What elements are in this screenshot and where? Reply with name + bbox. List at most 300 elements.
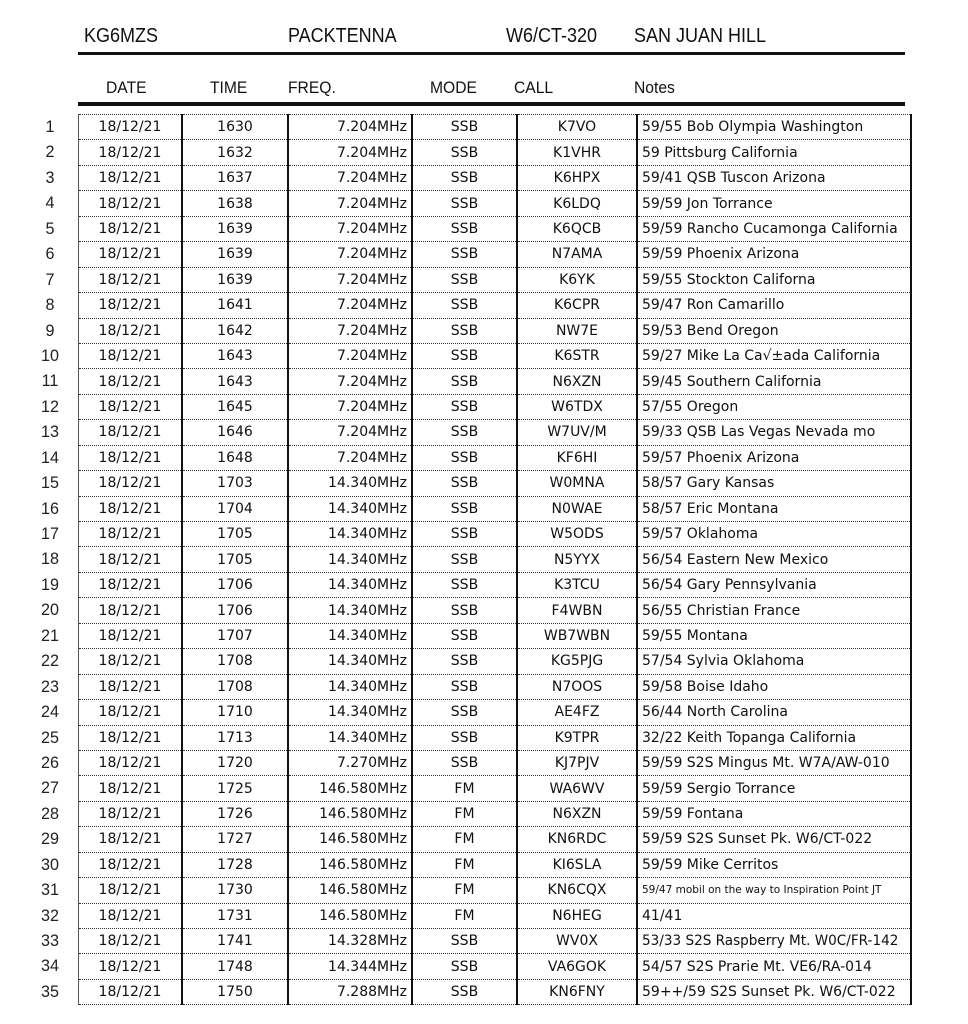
cell-call: K3TCU: [517, 572, 637, 597]
cell-notes: [637, 445, 911, 470]
notes-text: 56/54 Gary Pennsylvania: [642, 577, 817, 594]
notes-text: 59/55 Montana: [642, 627, 748, 644]
table-row: [79, 343, 912, 368]
cell-call: K6QCB: [517, 216, 637, 241]
cell-freq: 14.344MHz: [288, 954, 412, 979]
row-number: 10: [41, 345, 59, 365]
table-row: [79, 522, 912, 547]
notes-text: 59/55 Stockton Californa: [642, 271, 816, 288]
cell-notes: [637, 801, 911, 826]
antenna-name: PACKTENNA: [288, 25, 397, 47]
notes-text: 59/59 Rancho Cucamonga California: [642, 220, 898, 237]
cell-notes: [637, 725, 911, 750]
row-number: 27: [41, 778, 59, 798]
cell-date: 18/12/21: [79, 115, 183, 140]
row-number: 22: [41, 651, 59, 671]
cell-date: 18/12/21: [79, 191, 183, 216]
table-row: [79, 242, 912, 267]
cell-mode: SSB: [412, 674, 517, 699]
row-number: 7: [45, 269, 55, 289]
cell-freq: 7.204MHz: [288, 242, 412, 267]
cell-date: 18/12/21: [79, 649, 183, 674]
table-row: [79, 394, 912, 419]
notes-text: 59/59 Jon Torrance: [642, 195, 773, 212]
table-row: [79, 496, 912, 521]
cell-freq: 146.580MHz: [288, 852, 412, 877]
cell-mode: FM: [412, 878, 517, 903]
cell-notes: [637, 420, 911, 445]
row-number: 35: [41, 981, 59, 1001]
cell-notes: [637, 140, 911, 165]
table-row: [79, 267, 912, 292]
cell-date: 18/12/21: [79, 445, 183, 470]
table-row: [79, 674, 912, 699]
cell-time: 1705: [182, 547, 288, 572]
table-row: [79, 776, 912, 801]
cell-date: 18/12/21: [79, 827, 183, 852]
notes-text: 59/41 QSB Tuscon Arizona: [642, 170, 826, 187]
cell-notes: [637, 394, 911, 419]
cell-date: 18/12/21: [79, 369, 183, 394]
row-number: 34: [41, 956, 59, 976]
cell-notes: [637, 496, 911, 521]
cell-date: 18/12/21: [79, 394, 183, 419]
row-number: 16: [41, 498, 59, 518]
cell-date: 18/12/21: [79, 929, 183, 954]
table-row: [79, 700, 912, 725]
cell-call: K6STR: [517, 343, 637, 368]
cell-date: 18/12/21: [79, 293, 183, 318]
row-number: 29: [41, 829, 59, 849]
table-row: [79, 903, 912, 928]
cell-mode: SSB: [412, 750, 517, 775]
row-number: 4: [45, 193, 55, 213]
cell-time: 1705: [182, 522, 288, 547]
cell-notes: [637, 598, 911, 623]
notes-text: 59/53 Bend Oregon: [642, 322, 779, 339]
cell-mode: SSB: [412, 496, 517, 521]
row-number: 15: [41, 473, 59, 493]
notes-text: 59++/59 S2S Sunset Pk. W6/CT-022: [642, 984, 896, 1001]
cell-call: K1VHR: [517, 140, 637, 165]
header-divider: [78, 52, 905, 55]
notes-text: 56/54 Eastern New Mexico: [642, 551, 829, 568]
table-row: [79, 852, 912, 877]
cell-freq: 7.204MHz: [288, 369, 412, 394]
cell-time: 1645: [182, 394, 288, 419]
row-number: 12: [41, 396, 59, 416]
cell-notes: [637, 878, 911, 903]
table-row: [79, 649, 912, 674]
cell-freq: 146.580MHz: [288, 776, 412, 801]
notes-text: 59/47 Ron Camarillo: [642, 297, 785, 314]
cell-freq: 7.204MHz: [288, 267, 412, 292]
notes-text: 58/57 Gary Kansas: [642, 475, 775, 492]
cell-notes: [637, 216, 911, 241]
cell-date: 18/12/21: [79, 700, 183, 725]
cell-mode: SSB: [412, 700, 517, 725]
cell-notes: [637, 750, 911, 775]
cell-notes: [637, 954, 911, 979]
cell-time: 1639: [182, 242, 288, 267]
notes-text: 59/59 Mike Cerritos: [642, 856, 779, 873]
cell-notes: [637, 649, 911, 674]
cell-notes: [637, 979, 911, 1004]
cell-call: N0WAE: [517, 496, 637, 521]
notes-text: 58/57 Eric Montana: [642, 500, 779, 517]
cell-time: 1726: [182, 801, 288, 826]
table-row: [79, 725, 912, 750]
cell-mode: FM: [412, 827, 517, 852]
cell-date: 18/12/21: [79, 750, 183, 775]
cell-mode: SSB: [412, 522, 517, 547]
cell-mode: SSB: [412, 547, 517, 572]
cell-mode: SSB: [412, 623, 517, 648]
cell-time: 1730: [182, 878, 288, 903]
row-number: 11: [41, 371, 59, 391]
operator-callsign: KG6MZS: [84, 25, 159, 47]
cell-freq: 7.204MHz: [288, 420, 412, 445]
cell-mode: SSB: [412, 929, 517, 954]
cell-mode: FM: [412, 776, 517, 801]
cell-call: N5YYX: [517, 547, 637, 572]
cell-notes: [637, 700, 911, 725]
row-number: 1: [45, 117, 55, 136]
cell-notes: [637, 191, 911, 216]
cell-call: W7UV/M: [517, 420, 637, 445]
cell-call: W5ODS: [517, 522, 637, 547]
cell-date: 18/12/21: [79, 852, 183, 877]
cell-freq: 7.288MHz: [288, 979, 412, 1004]
cell-time: 1727: [182, 827, 288, 852]
cell-time: 1725: [182, 776, 288, 801]
cell-call: K6HPX: [517, 165, 637, 190]
notes-text: 59/57 Oklahoma: [642, 526, 759, 543]
cell-time: 1637: [182, 165, 288, 190]
cell-time: 1704: [182, 496, 288, 521]
cell-notes: [637, 115, 911, 140]
cell-freq: 14.340MHz: [288, 471, 412, 496]
cell-mode: SSB: [412, 267, 517, 292]
notes-text: 59/58 Boise Idaho: [642, 678, 769, 695]
cell-freq: 14.340MHz: [288, 674, 412, 699]
row-number: 25: [41, 727, 59, 747]
summit-reference: W6/CT-320: [506, 25, 598, 47]
cell-date: 18/12/21: [79, 903, 183, 928]
cell-freq: 14.340MHz: [288, 700, 412, 725]
table-row: [79, 623, 912, 648]
cell-time: 1632: [182, 140, 288, 165]
table-row: [79, 216, 912, 241]
cell-call: K6YK: [517, 267, 637, 292]
notes-text: 59/57 Phoenix Arizona: [642, 449, 800, 466]
cell-call: N6HEG: [517, 903, 637, 928]
row-number: 13: [41, 422, 59, 442]
cell-freq: 14.328MHz: [288, 929, 412, 954]
col-time: TIME: [210, 78, 248, 97]
table-row: [79, 420, 912, 445]
notes-text: 57/54 Sylvia Oklahoma: [642, 653, 805, 670]
cell-date: 18/12/21: [79, 165, 183, 190]
cell-date: 18/12/21: [79, 522, 183, 547]
cell-mode: SSB: [412, 979, 517, 1004]
cell-time: 1713: [182, 725, 288, 750]
cell-mode: SSB: [412, 598, 517, 623]
table-row: [79, 979, 912, 1004]
cell-date: 18/12/21: [79, 420, 183, 445]
row-number: 17: [41, 524, 59, 543]
column-headers: [78, 78, 905, 102]
table-row: [79, 115, 912, 140]
notes-text: 53/33 S2S Raspberry Mt. W0C/FR-142: [642, 933, 899, 950]
cell-mode: SSB: [412, 725, 517, 750]
cell-call: K7VO: [517, 115, 637, 140]
cell-time: 1731: [182, 903, 288, 928]
cell-date: 18/12/21: [79, 954, 183, 979]
cell-freq: 7.204MHz: [288, 343, 412, 368]
notes-text: 32/22 Keith Topanga California: [642, 729, 857, 746]
cell-time: 1748: [182, 954, 288, 979]
cell-mode: SSB: [412, 343, 517, 368]
row-number: 30: [41, 854, 59, 874]
cell-freq: 7.204MHz: [288, 115, 412, 140]
cell-date: 18/12/21: [79, 140, 183, 165]
notes-text: 41/41: [642, 907, 683, 924]
cell-time: 1706: [182, 598, 288, 623]
cell-time: 1643: [182, 343, 288, 368]
cell-freq: 7.204MHz: [288, 445, 412, 470]
cell-freq: 146.580MHz: [288, 878, 412, 903]
row-number: 24: [41, 702, 59, 722]
cell-call: KN6FNY: [517, 979, 637, 1004]
cell-date: 18/12/21: [79, 547, 183, 572]
cell-mode: SSB: [412, 293, 517, 318]
col-freq: FREQ.: [288, 78, 336, 97]
row-number: 6: [45, 244, 55, 264]
cell-time: 1703: [182, 471, 288, 496]
cell-date: 18/12/21: [79, 776, 183, 801]
notes-text: 56/44 North Carolina: [642, 704, 789, 721]
cell-time: 1639: [182, 216, 288, 241]
cell-call: K9TPR: [517, 725, 637, 750]
cell-mode: FM: [412, 801, 517, 826]
log-header: [78, 22, 905, 52]
col-call: CALL: [514, 78, 554, 97]
table-row: [79, 318, 912, 343]
cell-time: 1648: [182, 445, 288, 470]
cell-call: W6TDX: [517, 394, 637, 419]
cell-freq: 7.204MHz: [288, 140, 412, 165]
row-number: 9: [45, 320, 55, 340]
cell-time: 1639: [182, 267, 288, 292]
cell-freq: 14.340MHz: [288, 496, 412, 521]
cell-date: 18/12/21: [79, 318, 183, 343]
cell-notes: [637, 623, 911, 648]
table-row: [79, 954, 912, 979]
row-number: 14: [41, 447, 59, 467]
cell-date: 18/12/21: [79, 725, 183, 750]
row-number: 2: [45, 142, 55, 162]
cell-call: WB7WBN: [517, 623, 637, 648]
cell-mode: SSB: [412, 242, 517, 267]
cell-time: 1706: [182, 572, 288, 597]
table-row: [79, 471, 912, 496]
cell-time: 1720: [182, 750, 288, 775]
table-row: [79, 878, 912, 903]
cell-freq: 7.204MHz: [288, 394, 412, 419]
cell-notes: [637, 674, 911, 699]
row-number: 23: [41, 676, 59, 696]
row-number: 20: [41, 600, 59, 620]
cell-freq: 7.204MHz: [288, 216, 412, 241]
cell-mode: FM: [412, 903, 517, 928]
table-row: [79, 445, 912, 470]
cell-mode: SSB: [412, 649, 517, 674]
cell-time: 1710: [182, 700, 288, 725]
cell-call: AE4FZ: [517, 700, 637, 725]
table-row: [79, 750, 912, 775]
cell-freq: 146.580MHz: [288, 827, 412, 852]
cell-mode: SSB: [412, 140, 517, 165]
notes-text: 59/59 Phoenix Arizona: [642, 246, 800, 263]
cell-call: N7OOS: [517, 674, 637, 699]
cell-call: W0MNA: [517, 471, 637, 496]
cell-notes: [637, 776, 911, 801]
cell-freq: 7.204MHz: [288, 191, 412, 216]
cell-notes: [637, 343, 911, 368]
table-row: [79, 598, 912, 623]
cell-mode: SSB: [412, 420, 517, 445]
cell-notes: [637, 293, 911, 318]
table-row: [79, 191, 912, 216]
cell-notes: [637, 929, 911, 954]
cell-freq: 14.340MHz: [288, 725, 412, 750]
cell-time: 1630: [182, 115, 288, 140]
cell-call: KN6RDC: [517, 827, 637, 852]
cell-call: WA6WV: [517, 776, 637, 801]
cell-date: 18/12/21: [79, 471, 183, 496]
notes-text: 59/59 Sergio Torrance: [642, 780, 796, 797]
cell-notes: [637, 827, 911, 852]
row-number: 28: [41, 803, 59, 823]
cell-notes: [637, 547, 911, 572]
cell-mode: SSB: [412, 216, 517, 241]
cell-date: 18/12/21: [79, 216, 183, 241]
row-number: 32: [41, 905, 59, 925]
table-row: [79, 929, 912, 954]
table-row: [79, 547, 912, 572]
cell-freq: 14.340MHz: [288, 649, 412, 674]
cell-mode: SSB: [412, 471, 517, 496]
notes-text: 59/47 mobil on the way to Inspiration Point JT: [642, 884, 882, 897]
cell-notes: [637, 318, 911, 343]
cell-freq: 14.340MHz: [288, 547, 412, 572]
table-row: [79, 827, 912, 852]
notes-text: 59/59 S2S Sunset Pk. W6/CT-022: [642, 831, 873, 848]
column-header-divider: [78, 102, 905, 106]
row-number: 8: [45, 295, 55, 315]
cell-notes: [637, 267, 911, 292]
cell-mode: SSB: [412, 394, 517, 419]
cell-freq: 14.340MHz: [288, 522, 412, 547]
row-number: 31: [41, 880, 59, 900]
cell-date: 18/12/21: [79, 674, 183, 699]
summit-name: SAN JUAN HILL: [634, 25, 767, 47]
cell-time: 1707: [182, 623, 288, 648]
cell-call: VA6GOK: [517, 954, 637, 979]
table-row: [79, 293, 912, 318]
cell-call: NW7E: [517, 318, 637, 343]
table-row: [79, 572, 912, 597]
cell-freq: 14.340MHz: [288, 623, 412, 648]
cell-time: 1641: [182, 293, 288, 318]
row-number: 26: [41, 752, 59, 772]
notes-text: 56/55 Christian France: [642, 602, 801, 619]
cell-date: 18/12/21: [79, 979, 183, 1004]
notes-text: 59/33 QSB Las Vegas Nevada mo: [642, 424, 876, 441]
notes-text: 59 Pittsburg California: [642, 144, 798, 161]
notes-text: 59/27 Mike La Ca√±ada California: [642, 348, 881, 365]
cell-call: K6CPR: [517, 293, 637, 318]
cell-freq: 7.204MHz: [288, 318, 412, 343]
contact-log-table: [78, 114, 912, 1005]
cell-mode: SSB: [412, 445, 517, 470]
cell-date: 18/12/21: [79, 267, 183, 292]
cell-call: N7AMA: [517, 242, 637, 267]
cell-call: KG5PJG: [517, 649, 637, 674]
cell-call: KF6HI: [517, 445, 637, 470]
cell-time: 1708: [182, 649, 288, 674]
cell-time: 1741: [182, 929, 288, 954]
cell-call: F4WBN: [517, 598, 637, 623]
row-number: 19: [41, 574, 59, 594]
cell-time: 1646: [182, 420, 288, 445]
cell-mode: SSB: [412, 165, 517, 190]
col-date: DATE: [106, 78, 147, 97]
cell-mode: SSB: [412, 369, 517, 394]
cell-freq: 7.204MHz: [288, 293, 412, 318]
cell-call: N6XZN: [517, 801, 637, 826]
row-number: 3: [45, 167, 55, 187]
cell-date: 18/12/21: [79, 572, 183, 597]
cell-notes: [637, 852, 911, 877]
cell-time: 1638: [182, 191, 288, 216]
cell-date: 18/12/21: [79, 496, 183, 521]
cell-freq: 7.270MHz: [288, 750, 412, 775]
cell-call: KI6SLA: [517, 852, 637, 877]
cell-date: 18/12/21: [79, 242, 183, 267]
cell-notes: [637, 522, 911, 547]
notes-text: 59/59 Fontana: [642, 806, 744, 823]
cell-mode: SSB: [412, 115, 517, 140]
cell-mode: SSB: [412, 318, 517, 343]
notes-text: 54/57 S2S Prarie Mt. VE6/RA-014: [642, 958, 872, 975]
cell-date: 18/12/21: [79, 598, 183, 623]
cell-date: 18/12/21: [79, 801, 183, 826]
col-mode: MODE: [430, 78, 477, 97]
cell-date: 18/12/21: [79, 878, 183, 903]
cell-freq: 14.340MHz: [288, 572, 412, 597]
row-numbers: [30, 114, 70, 1004]
col-notes: Notes: [634, 78, 675, 97]
cell-notes: [637, 242, 911, 267]
cell-call: KN6CQX: [517, 878, 637, 903]
cell-time: 1642: [182, 318, 288, 343]
cell-call: K6LDQ: [517, 191, 637, 216]
cell-time: 1728: [182, 852, 288, 877]
cell-call: KJ7PJV: [517, 750, 637, 775]
cell-notes: [637, 471, 911, 496]
